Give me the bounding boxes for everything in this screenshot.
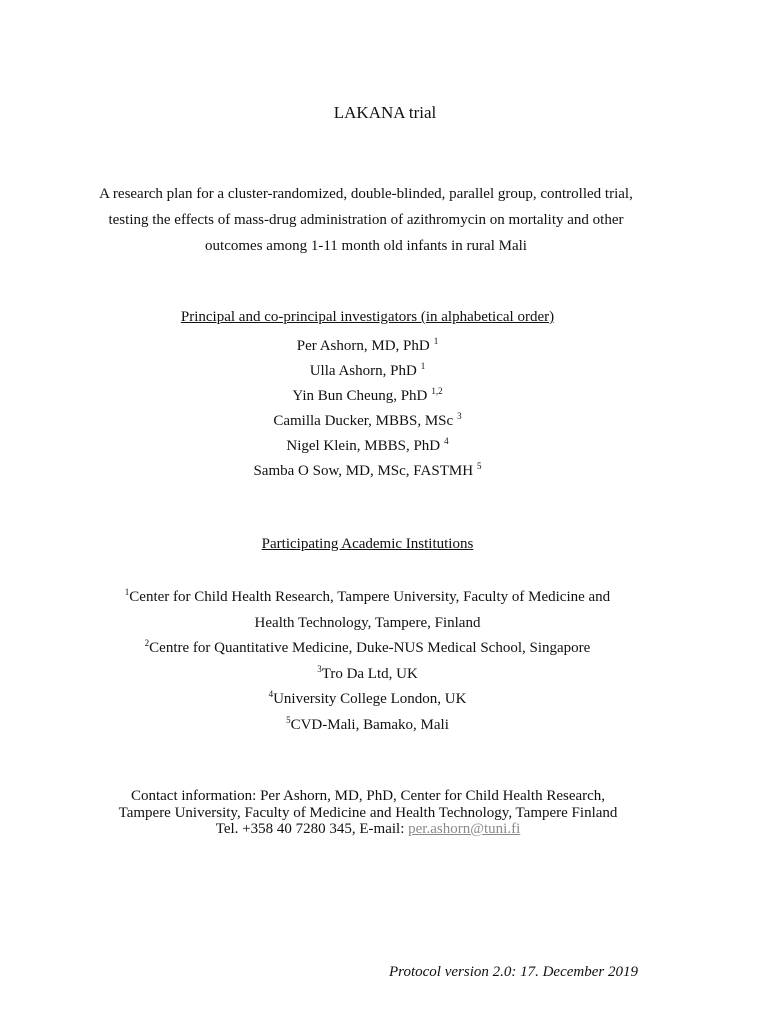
institutions-list [105,585,630,738]
affiliation-marker: 1,2 [431,386,443,396]
institution-text: Centre for Quantitative Medicine, Duke-NUS Medical School, Singapore [149,640,591,656]
institution-item [105,713,630,739]
investigator-item [0,459,735,484]
affiliation-marker: 4 [444,436,449,446]
investigators-list [0,334,735,484]
institution-item [105,585,630,636]
investigator-name: Camilla Ducker, MBBS, MSc [273,413,454,429]
contact-information [108,788,628,838]
investigator-name: Nigel Klein, MBBS, PhD [286,438,441,454]
protocol-version: Protocol version 2.0: 17. December 2019 [389,964,638,980]
investigator-name: Ulla Ashorn, PhD [309,363,417,379]
investigator-item [0,384,735,409]
affiliation-marker: 5 [477,461,482,471]
affiliation-marker: 4 [268,689,274,699]
document-subtitle: A research plan for a cluster-randomized, double-blinded, parallel group, controlled trial, testing the effects of mass-drug administration of azithromycin on mortality and other outcomes among 1-11 month old infants in rural Mali [99,186,633,254]
investigator-item [0,359,735,384]
investigator-name: Samba O Sow, MD, MSc, FASTMH [253,463,474,479]
institutions-heading: Participating Academic Institutions [261,536,474,552]
email-link[interactable]: per.ashorn@tuni.fi [408,821,521,837]
affiliation-marker: 1 [433,336,439,346]
affiliation-marker: 3 [457,411,462,421]
institution-item [105,662,630,688]
affiliation-marker: 2 [144,638,150,648]
institution-item [105,636,630,662]
affiliation-marker: 1 [124,587,130,597]
affiliation-marker: 3 [317,663,322,674]
affiliation-marker: 5 [286,714,291,725]
investigator-item [0,434,735,459]
institution-text: Center for Child Health Research, Tampere University, Faculty of Medicine and Health Technology, Tampere, Finland [129,589,611,631]
institution-text: CVD-Mali, Bamako, Mali [290,716,449,733]
institution-text: University College London, UK [273,691,467,707]
affiliation-marker: 1 [420,361,426,371]
contact-phone-line [108,821,628,838]
investigator-name: Yin Bun Cheung, PhD [292,388,428,404]
contact-text: Contact information: Per Ashorn, MD, PhD, Center for Child Health Research, Tampere University, Faculty of Medicine and Health Technology, Tampere Finland [118,788,618,821]
institution-text: Tro Da Ltd, UK [321,665,418,682]
contact-phone: Tel. +358 40 7280 345, E-mail: [215,821,409,837]
investigator-item [0,334,735,359]
document-title: LAKANA trial [333,103,437,122]
investigators-heading: Principal and co-principal investigators (in alphabetical order) [180,309,555,325]
investigator-name: Per Ashorn, MD, PhD [296,338,430,354]
institution-item [105,687,630,713]
investigator-item [0,409,735,434]
